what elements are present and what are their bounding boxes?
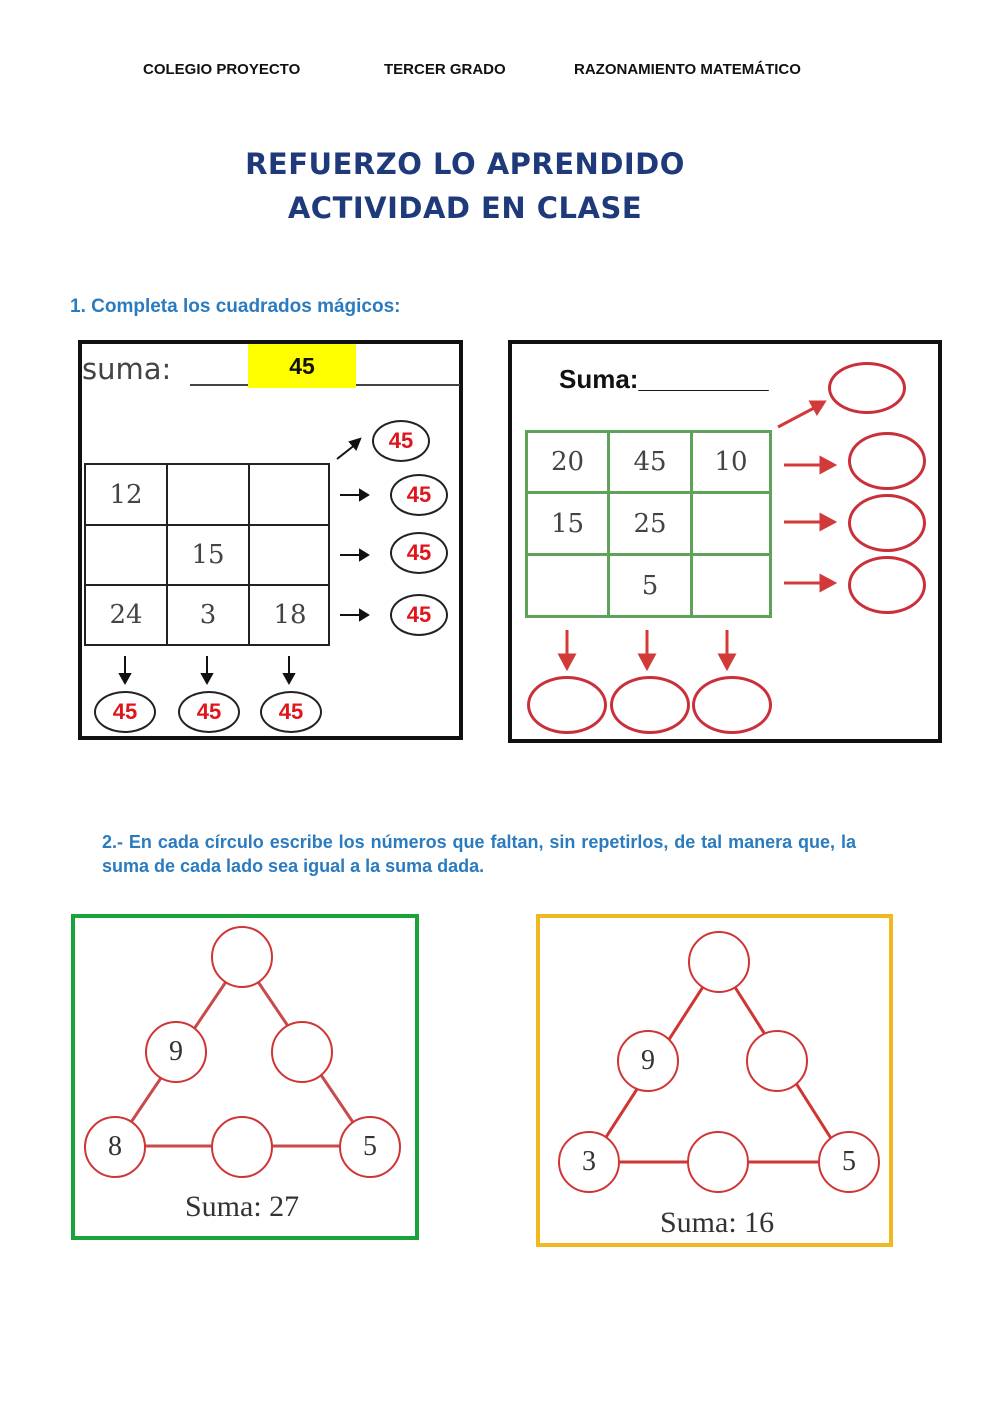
grid-cell[interactable]: 45 [633,447,667,477]
row-sum-oval[interactable] [390,594,448,636]
magic-square-2 [508,340,942,743]
grade-label: TERCER GRADO [384,61,506,78]
triangle-node-top[interactable] [688,931,750,993]
col-sum-value: 45 [112,699,138,724]
diagonal-sum-value: 45 [388,428,414,453]
diagonal-sum-oval[interactable] [372,420,430,462]
answer-circle[interactable] [828,362,906,414]
col-sum-value: 45 [278,699,304,724]
triangle-node-bottom-right[interactable]: 5 [818,1131,880,1193]
row-sum-value: 45 [406,602,432,627]
grid-cell[interactable] [86,526,166,584]
answer-circle[interactable] [527,676,607,734]
triangle-node-right[interactable] [271,1021,333,1083]
magic-grid-1 [84,463,330,646]
triangle-puzzle-2 [536,914,893,1247]
question-1-label: 1. Completa los cuadrados mágicos: [70,296,401,317]
col-sum-oval[interactable] [178,691,240,733]
grid-cell[interactable]: 15 [550,508,585,539]
school-name: COLEGIO PROYECTO [143,61,301,78]
row-sum-oval[interactable] [390,474,448,516]
grid-cell[interactable]: 20 [550,447,585,477]
answer-circle[interactable] [610,676,690,734]
subject-label: RAZONAMIENTO MATEMÁTICO [574,61,801,78]
col-sum-oval[interactable] [260,691,322,733]
triangle-node-bottom-right[interactable]: 5 [339,1116,401,1178]
triangle-node-bottom-left[interactable]: 3 [558,1131,620,1193]
suma-label-2: Suma:_________ [559,364,769,394]
grid-cell[interactable]: 15 [191,540,225,570]
triangle-sum-caption: Suma: 16 [660,1206,775,1239]
suma-value: 45 [289,352,315,379]
grid-cell[interactable] [250,526,330,584]
magic-square-1 [78,340,463,740]
page-title: REFUERZO LO APRENDIDO [245,147,685,181]
triangle-node-bottom-mid[interactable] [211,1116,273,1178]
grid-cell[interactable]: 18 [273,600,307,630]
grid-cell[interactable]: 10 [714,447,748,477]
triangle-node-left[interactable]: 9 [145,1021,207,1083]
triangle-node-left[interactable]: 9 [617,1030,679,1092]
col-sum-value: 45 [196,699,222,724]
grid-cell[interactable]: 12 [109,479,143,510]
question-2-label: 2.- En cada círculo escribe los números que faltan, sin repetirlos, de tal manera que, la suma de cada lado sea igual a la suma dada. [102,832,856,876]
triangle-puzzle-1 [71,914,419,1240]
row-sum-value: 45 [406,482,432,507]
page-subtitle: ACTIVIDAD EN CLASE [287,191,643,225]
grid-cell[interactable] [168,465,248,524]
answer-circle[interactable] [848,556,926,614]
grid-cell[interactable]: 3 [199,600,217,630]
arrows-down [102,652,332,688]
suma-label: suma: [82,352,172,386]
grid-cell[interactable]: 25 [633,508,667,539]
triangle-node-top[interactable] [211,926,273,988]
col-sum-oval[interactable] [94,691,156,733]
answer-circle[interactable] [848,432,926,490]
row-sum-value: 45 [406,540,432,565]
row-sum-oval[interactable] [390,532,448,574]
answer-circle[interactable] [692,676,772,734]
suma-value-box[interactable] [248,344,356,388]
grid-cell[interactable] [250,465,330,524]
arrows-right [332,429,392,629]
triangle-sum-caption: Suma: 27 [185,1190,300,1223]
grid-cell[interactable]: 24 [109,600,143,630]
grid-cell[interactable]: 5 [641,570,659,601]
triangle-node-bottom-left[interactable]: 8 [84,1116,146,1178]
triangle-node-right[interactable] [746,1030,808,1092]
triangle-node-bottom-mid[interactable] [687,1131,749,1193]
answer-circle[interactable] [848,494,926,552]
